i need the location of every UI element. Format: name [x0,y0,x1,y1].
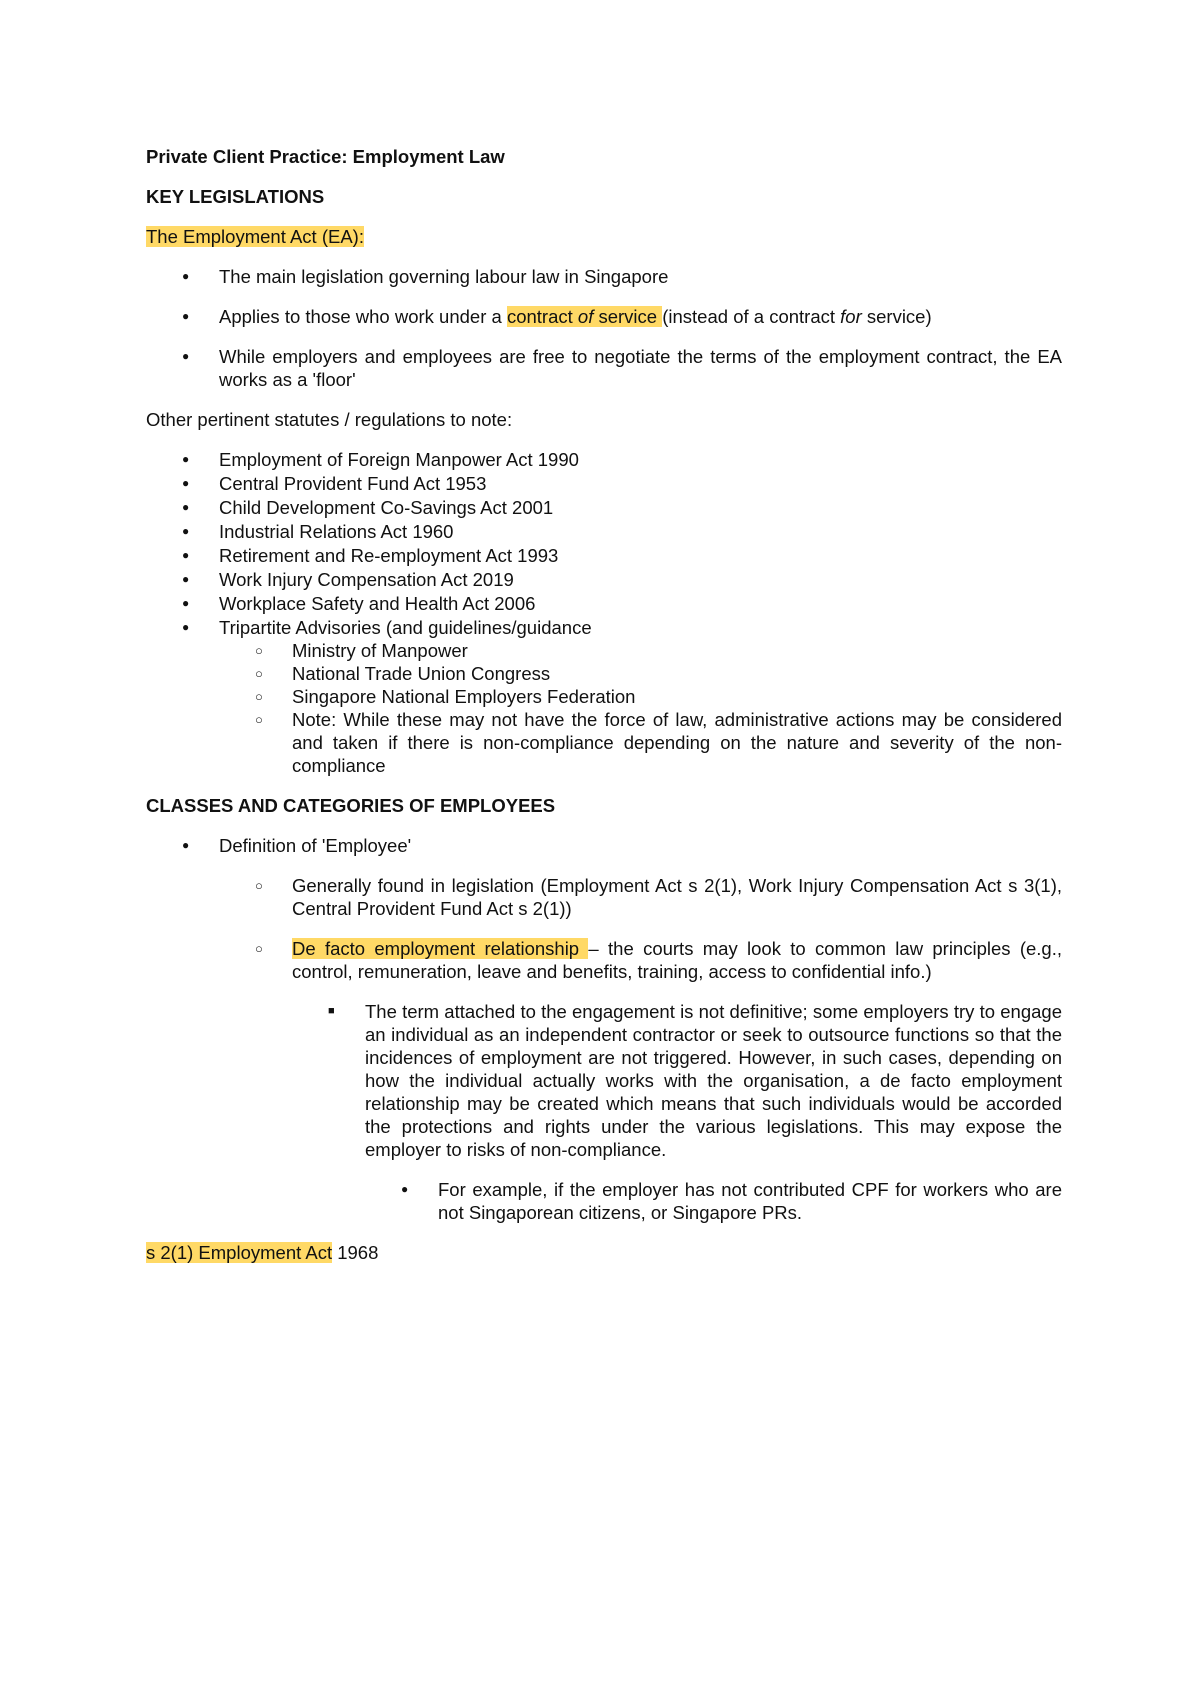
list-item [146,1000,1062,1224]
list-item [146,685,1062,708]
list-item [146,937,1062,1224]
highlight-italic: of [577,306,594,327]
tripartite-sub-item: National Trade Union Congress [292,663,551,684]
definition-sub-item-rest: – the courts may look to common law principles (e.g., control, remuneration, leave and benefits, training, access to confidential info.) [292,938,1062,982]
list-item [146,1178,1062,1224]
list-item [146,472,1062,495]
list-item [146,639,1062,662]
list-item [146,874,1062,920]
ea-point-2-middle: (instead of a contract [662,306,841,327]
list-item [146,544,1062,567]
statute-item: Central Provident Fund Act 1953 [219,473,487,494]
statute-item: Retirement and Re-employment Act 1993 [219,545,559,566]
ea-point-1: The main legislation governing labour law in Singapore [219,266,669,287]
list-item [146,265,1062,288]
list-item [146,496,1062,519]
statutes-list [146,448,1062,777]
definition-sub-list [219,874,1062,1224]
ea-point-2-after: service) [861,306,932,327]
final-reference [146,1241,1062,1264]
list-item [146,662,1062,685]
statute-item: Tripartite Advisories (and guidelines/guidance [219,617,592,638]
employment-act-year: 1968 [332,1242,379,1263]
term-list [292,1000,1062,1224]
de-facto-highlight: De facto employment relationship [292,938,589,959]
example-item: For example, if the employer has not contributed CPF for workers who are not Singaporean citizens, or Singapore PRs. [438,1179,1062,1223]
list-item [146,568,1062,591]
list-item [146,834,1062,1224]
statute-item: Workplace Safety and Health Act 2006 [219,593,536,614]
statute-item: Industrial Relations Act 1960 [219,521,454,542]
term-paragraph: The term attached to the engagement is not definitive; some employers try to engage an individual as an independent contractor or seek to outsource functions so that the incidences of employment are not triggered. However, in such cases, depending on how the individual actually works with the organisation, a de facto employment relationship may be created which means that such individuals would be accorded the protections and rights under the various legislations. This may expose the employer to risks of non-compliance. [365,1001,1062,1160]
list-item [146,616,1062,777]
list-item [146,305,1062,328]
list-item [146,708,1062,777]
document-page [146,145,1062,1264]
definition-label: ● Definition of 'Employee' [219,835,412,856]
ea-points-list [146,265,1062,391]
tripartite-sub-item: Singapore National Employers Federation [292,686,636,707]
key-legislations-heading: KEY LEGISLATIONS [146,186,325,207]
contract-of-service-highlight [507,306,662,327]
list-item [146,345,1062,391]
statute-item: Child Development Co-Savings Act 2001 [219,497,554,518]
tripartite-sub-list [219,639,1062,777]
statute-item: Work Injury Compensation Act 2019 [219,569,514,590]
employment-act-label [146,225,1062,248]
ea-point-3: While employers and employees are free to negotiate the terms of the employment contract, the EA works as a 'floor' [219,346,1062,390]
statute-item: Employment of Foreign Manpower Act 1990 [219,449,579,470]
ea-point-2-before: Applies to those who work under a [219,306,507,327]
document-title: Private Client Practice: Employment Law [146,146,505,167]
list-item [146,592,1062,615]
employment-act-highlight: The Employment Act (EA): [146,226,364,247]
classes-heading: CLASSES AND CATEGORIES OF EMPLOYEES [146,795,556,816]
highlight-part: service [593,306,663,327]
list-item [146,520,1062,543]
definition-sub-item: Generally found in legislation (Employment Act s 2(1), Work Injury Compensation Act s 3(1), Central Provident Fund Act s 2(1)) [292,875,1062,919]
employment-act-reference-highlight: s 2(1) Employment Act [146,1242,333,1263]
tripartite-note: Note: While these may not have the force of law, administrative actions may be considered and taken if there is non-compliance depending on the nature and severity of the non-compliance [292,709,1062,776]
list-item [146,448,1062,471]
ea-point-2-for: for [840,306,862,327]
example-list [365,1178,1062,1224]
other-statutes-label: Other pertinent statutes / regulations to note: [146,409,513,430]
definition-list [146,834,1062,1224]
tripartite-sub-item: Ministry of Manpower [292,640,468,661]
highlight-part: contract [506,306,578,327]
